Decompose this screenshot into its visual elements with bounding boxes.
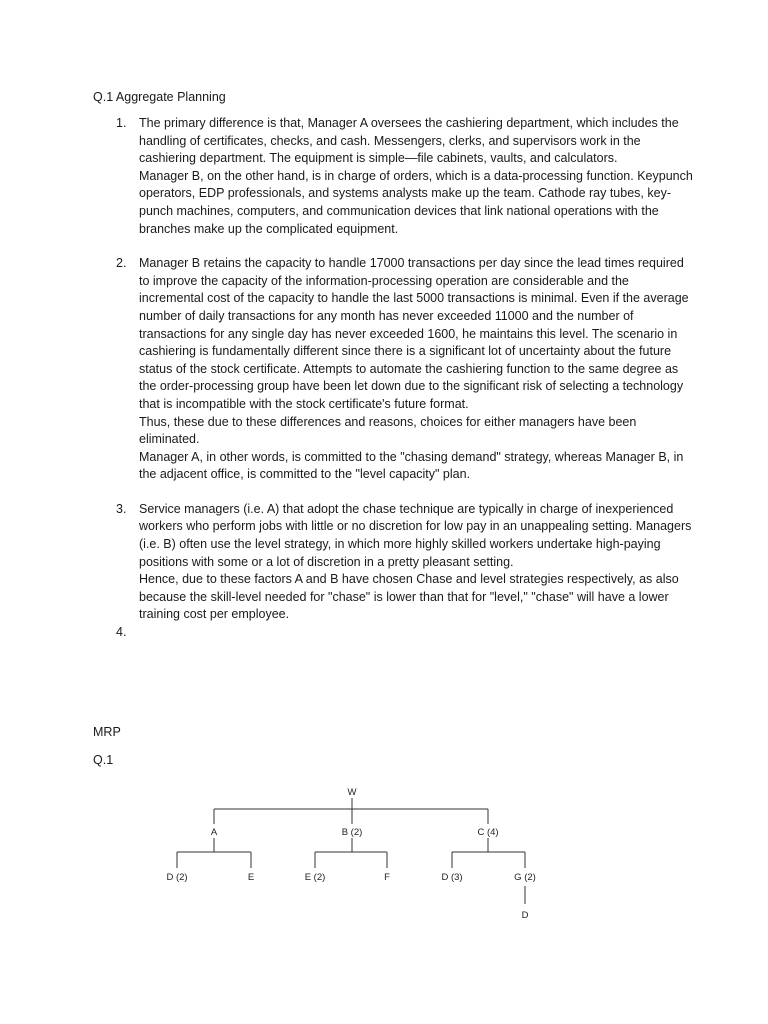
node-c: C (4) <box>477 827 499 838</box>
mrp-question: Q.1 <box>93 753 114 767</box>
node-g-under-c: G (2) <box>514 872 536 883</box>
node-d-under-a: D (2) <box>166 872 188 883</box>
item-number: 1. <box>116 116 127 130</box>
node-f-under-b: F <box>384 872 390 883</box>
paragraph: Manager B, on the other hand, is in charge of orders, which is a data-processing function. Keypunch operators, EDP professionals, and systems analysts make up the team. Cathode ray tubes, key-punch machines, computers, and communication devices that link national operations with the branches make up the complicated equipment. <box>139 168 693 236</box>
paragraph: Manager B retains the capacity to handle 17000 transactions per day since the lead times required to improve the capacity of the information-processing operation are considerable and the incremental cost of the capacity to handle the last 5000 transactions is minimal. Even if the average number of daily transactions for any month has never exceeded 11000 and the number of transactions for any single day has never exceeded 1600, he maintains this level. The scenario in cashiering is fundamentally different since there is a significant lot of uncertainty about the future status of the stock certificate. Attempts to automate the cashiering function to the same degree as the order-processing group have been let down due to the significant risk of selecting a technology that is incompatible with the stock certificate's future format. <box>139 256 689 411</box>
answer-list <box>93 115 693 641</box>
mrp-title: MRP <box>93 725 121 739</box>
node-b: B (2) <box>341 827 363 838</box>
aggregate-planning-title: Q.1 Aggregate Planning <box>93 90 226 104</box>
paragraph: Thus, these due to these differences and reasons, choices for either managers have been eliminated. <box>139 414 637 447</box>
item-number: 2. <box>116 256 127 271</box>
node-d-under-g: D <box>521 910 529 921</box>
node-e-under-b: E (2) <box>304 872 326 883</box>
answer-item-4 <box>93 624 693 641</box>
tree-connectors <box>177 798 525 904</box>
node-w: W <box>347 787 357 798</box>
answer-item-2 <box>93 255 693 484</box>
answer-item-1 <box>93 115 693 238</box>
node-a: A <box>210 827 218 838</box>
paragraph: Hence, due to these factors A and B have chosen Chase and level strategies respectively, as also because the skill-level needed for "chase" is lower than that for "level," "chase" will have a lower training cost per employee. <box>139 572 679 622</box>
paragraph: Manager A, in other words, is committed to the "chasing demand" strategy, whereas Manager B, in the adjacent office, is committed to the "level capacity" plan. <box>139 449 684 482</box>
bom-tree-diagram <box>150 780 570 930</box>
bom-tree-svg <box>150 780 570 930</box>
paragraph: The primary difference is that, Manager A oversees the cashiering department, which includes the handling of certificates, checks, and cash. Messengers, clerks, and supervisors work in the cashiering department. The equipment is simple—file cabinets, vaults, and calculators. <box>139 116 679 166</box>
node-e-under-a: E <box>247 872 255 883</box>
node-d-under-c: D (3) <box>441 872 463 883</box>
answer-item-3 <box>93 501 693 624</box>
item-number: 4. <box>116 625 127 640</box>
item-number: 3. <box>116 501 127 516</box>
paragraph: Service managers (i.e. A) that adopt the chase technique are typically in charge of inexperienced workers who perform jobs with little or no discretion for low pay in an unappealing setting. Managers (i.e. B) often use the level strategy, in which more highly skilled workers undertake high-paying positions with some or a lot of discretion in a pretty pleasant setting. <box>139 501 692 569</box>
